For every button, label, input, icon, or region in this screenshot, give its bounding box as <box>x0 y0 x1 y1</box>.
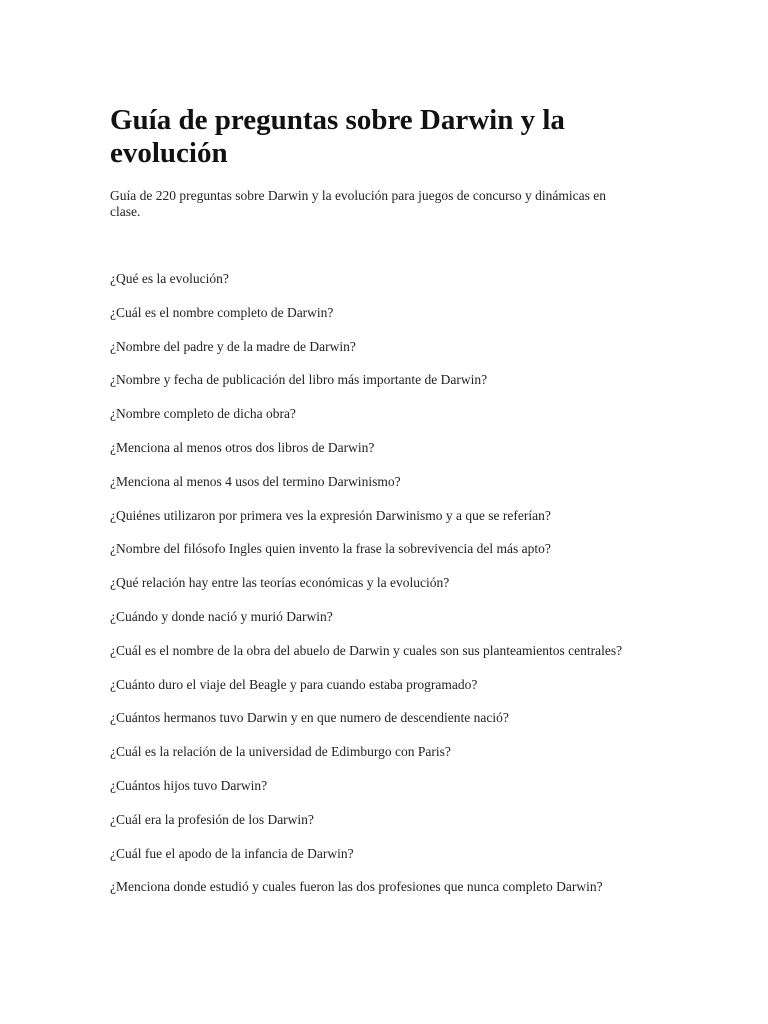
question-item: ¿Cuándo y donde nació y murió Darwin? <box>110 608 333 624</box>
document-page <box>110 104 650 895</box>
question-item: ¿Qué es la evolución? <box>110 271 229 286</box>
question-item: ¿Cuál es el nombre de la obra del abuelo de Darwin y cuales son sus planteamientos centrales? <box>110 642 623 658</box>
question-item: ¿Cuál era la profesión de los Darwin? <box>110 811 314 827</box>
question-item: ¿Cuánto duro el viaje del Beagle y para cuando estaba programado? <box>110 676 478 692</box>
question-item: ¿Quiénes utilizaron por primera ves la expresión Darwinismo y a que se referían? <box>110 507 551 523</box>
question-item: ¿Cuántos hijos tuvo Darwin? <box>110 777 268 793</box>
question-item: ¿Nombre y fecha de publicación del libro más importante de Darwin? <box>110 372 488 388</box>
question-item: ¿Cuál es el nombre completo de Darwin? <box>110 304 334 320</box>
question-item: ¿Cuántos hermanos tuvo Darwin y en que numero de descendiente nació? <box>110 710 509 726</box>
question-item: ¿Cuál fue el apodo de la infancia de Darwin? <box>110 845 354 861</box>
question-item: ¿Nombre completo de dicha obra? <box>110 406 296 422</box>
question-item: ¿Nombre del filósofo Ingles quien invento la frase la sobrevivencia del más apto? <box>110 541 551 557</box>
question-item: ¿Nombre del padre y de la madre de Darwin? <box>110 338 356 354</box>
question-item: ¿Qué relación hay entre las teorías económicas y la evolución? <box>110 575 450 591</box>
question-item: ¿Menciona al menos otros dos libros de Darwin? <box>110 439 375 455</box>
question-item: ¿Cuál es la relación de la universidad de Edimburgo con Paris? <box>110 744 451 760</box>
question-item: ¿Menciona al menos 4 usos del termino Darwinismo? <box>110 473 401 489</box>
question-list <box>110 270 640 912</box>
document-title: Guía de preguntas sobre Darwin y la evolución <box>110 104 565 169</box>
question-item: ¿Menciona donde estudió y cuales fueron las dos profesiones que nunca completo Darwin? <box>110 879 603 895</box>
document-subtitle: Guía de 220 preguntas sobre Darwin y la evolución para juegos de concurso y dinámicas en clase. <box>110 188 606 219</box>
